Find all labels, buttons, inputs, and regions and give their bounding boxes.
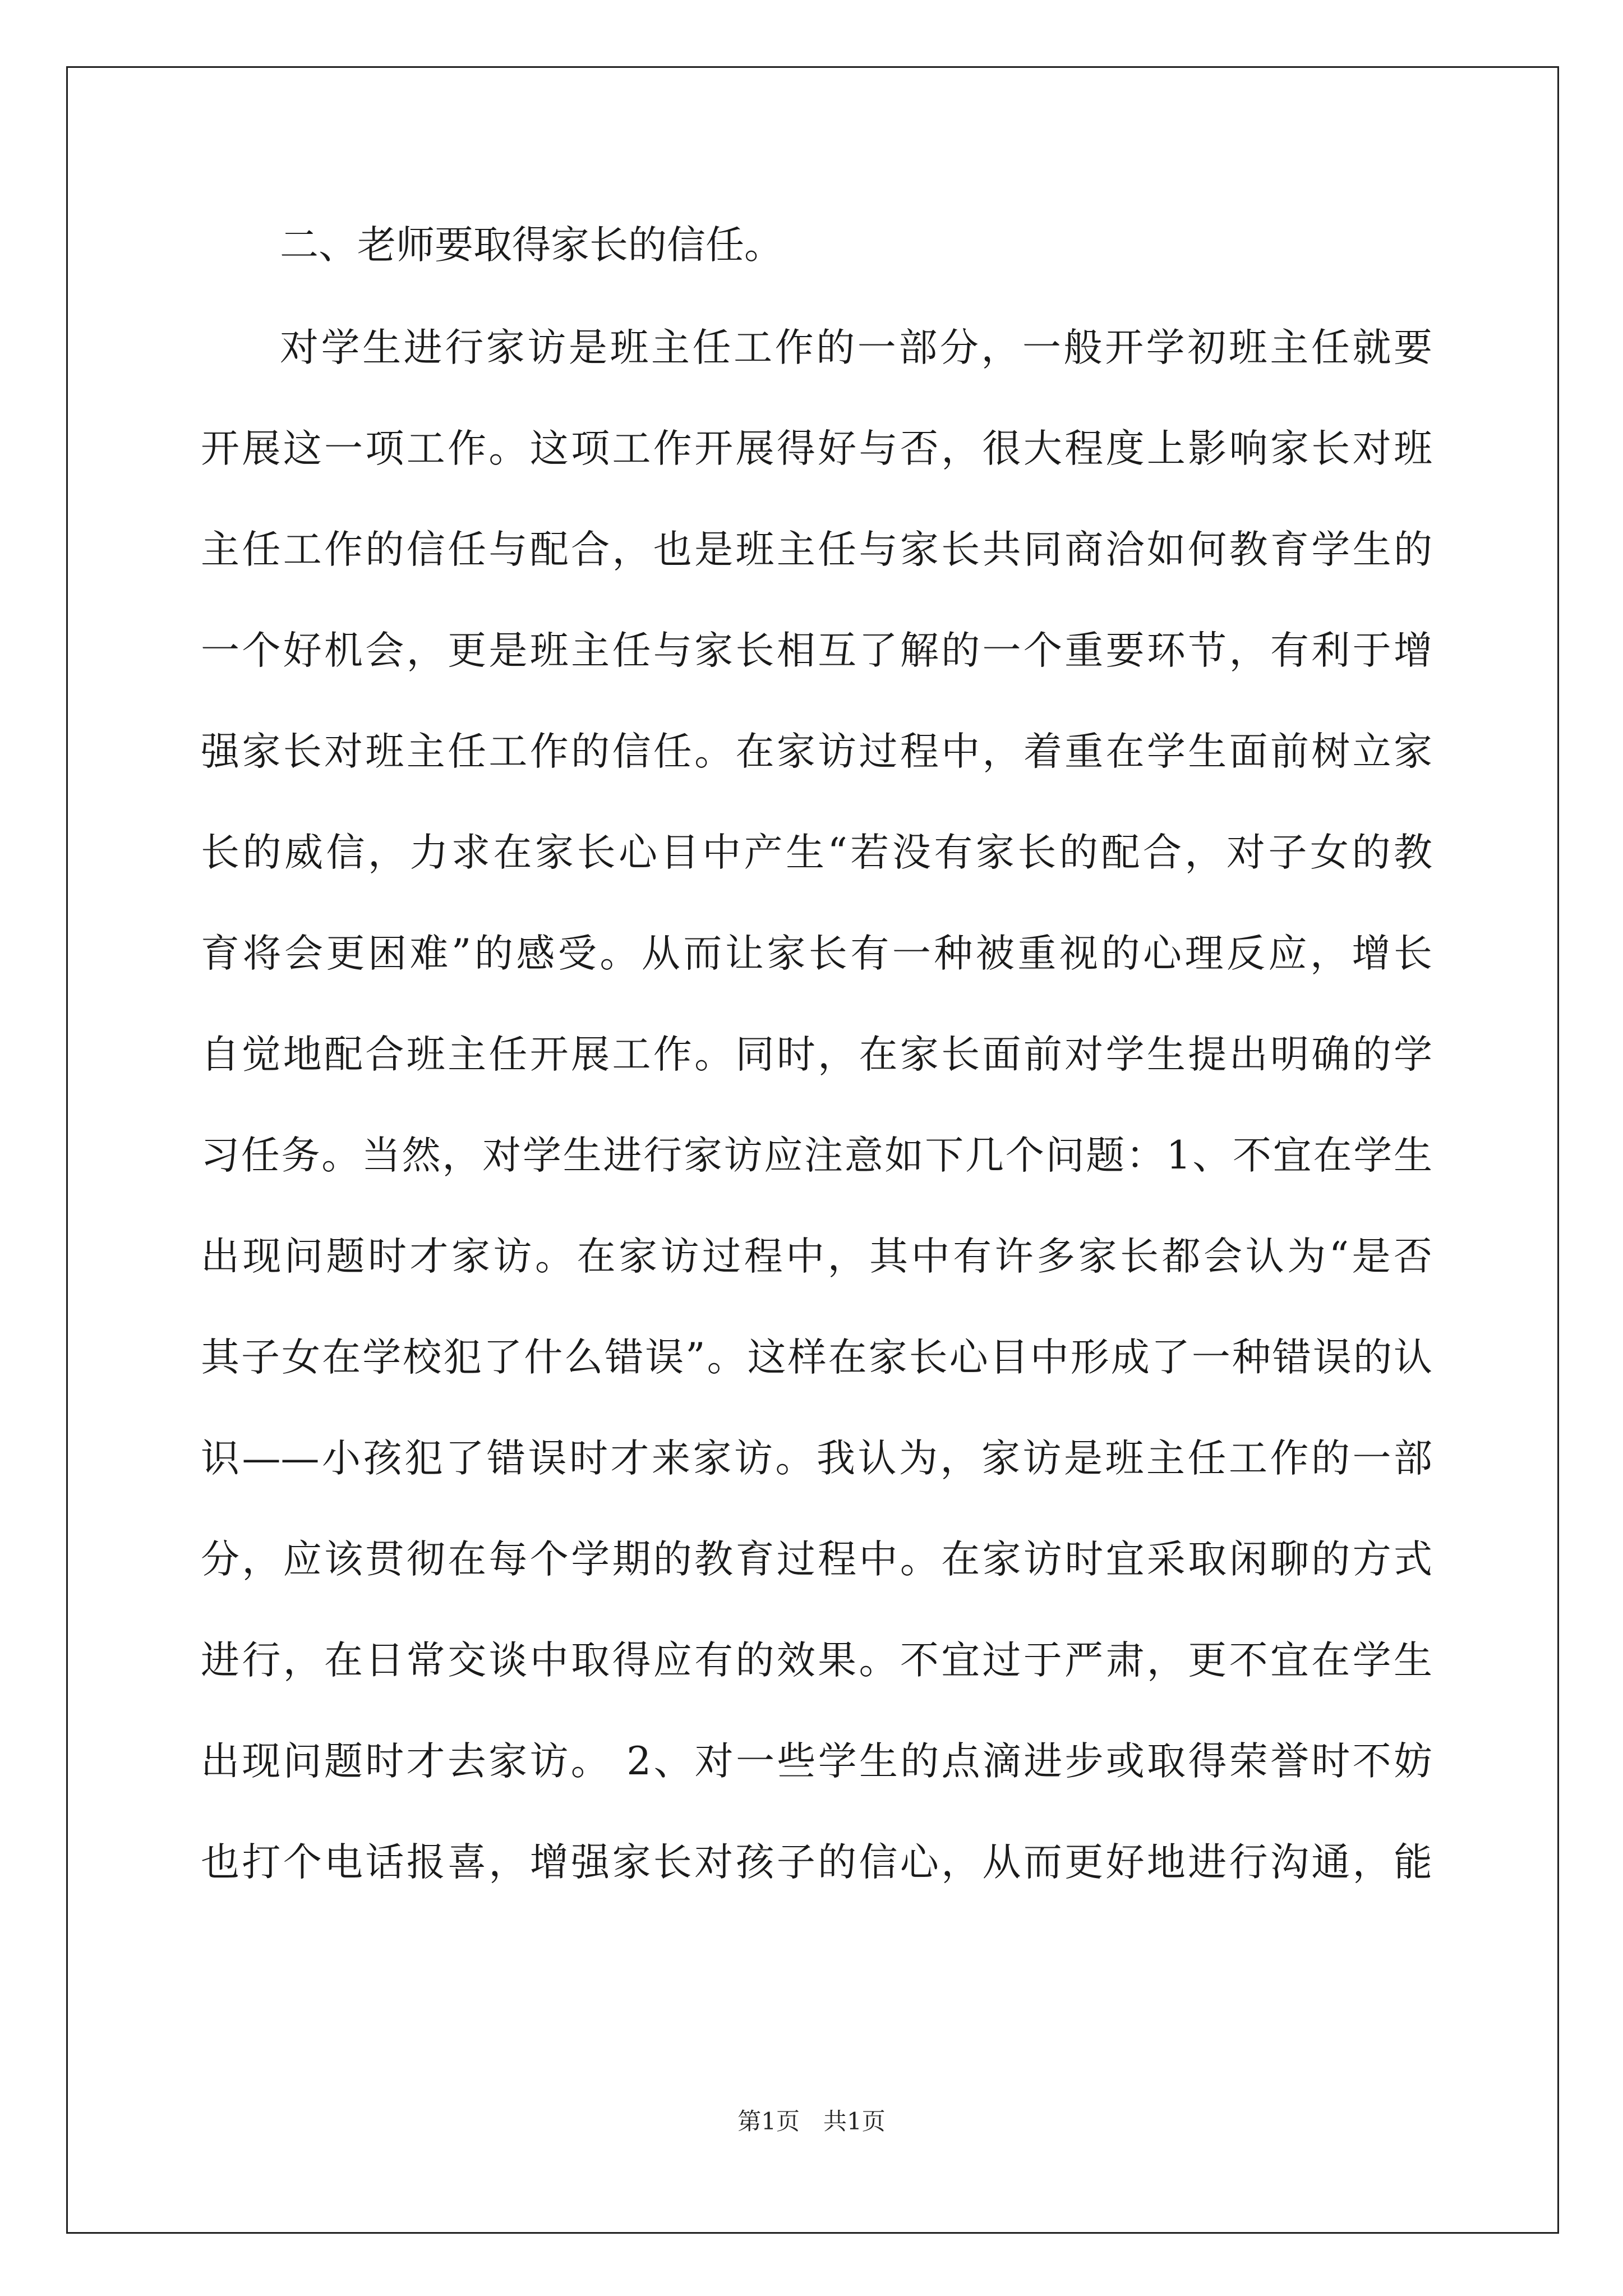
paragraph-line: 出现问题时才去家访。 2、对一些学生的点滴进步或取得荣誉时不妨 [201, 1739, 1432, 1784]
paragraph-line: 一个好机会，更是班主任与家长相互了解的一个重要环节，有利于增 [201, 628, 1432, 673]
paragraph-line: 分，应该贯彻在每个学期的教育过程中。在家访时宜采取闲聊的方式 [201, 1537, 1432, 1582]
paragraph-line: 长的威信，力求在家长心目中产生“若没有家长的配合，对子女的教 [201, 830, 1432, 875]
paragraph-line: 其子女在学校犯了什么错误”。这样在家长心目中形成了一种错误的认 [201, 1335, 1432, 1380]
page-number-footer: 第1页 共1页 [737, 2108, 886, 2135]
paragraph-line: 自觉地配合班主任开展工作。同时，在家长面前对学生提出明确的学 [201, 1032, 1432, 1077]
paragraph-line: 习任务。当然，对学生进行家访应注意如下几个问题：1、不宜在学生 [201, 1133, 1432, 1178]
section-heading: 二、老师要取得家长的信任。 [280, 223, 783, 268]
paragraph-line: 出现问题时才家访。在家访过程中，其中有许多家长都会认为“是否 [201, 1234, 1432, 1279]
paragraph-line: 开展这一项工作。这项工作开展得好与否，很大程度上影响家长对班 [201, 426, 1432, 471]
paragraph-line: 对学生进行家访是班主任工作的一部分，一般开学初班主任就要 [280, 325, 1432, 370]
paragraph-line: 识——小孩犯了错误时才来家访。我认为，家访是班主任工作的一部 [201, 1436, 1432, 1481]
paragraph-line: 强家长对班主任工作的信任。在家访过程中，着重在学生面前树立家 [201, 729, 1432, 774]
paragraph-line: 主任工作的信任与配合，也是班主任与家长共同商洽如何教育学生的 [201, 527, 1432, 572]
paragraph-line: 进行，在日常交谈中取得应有的效果。不宜过于严肃，更不宜在学生 [201, 1638, 1432, 1683]
paragraph-line: 也打个电话报喜，增强家长对孩子的信心，从而更好地进行沟通，能 [201, 1840, 1432, 1885]
paragraph-line: 育将会更困难”的感受。从而让家长有一种被重视的心理反应，增长 [201, 931, 1432, 976]
